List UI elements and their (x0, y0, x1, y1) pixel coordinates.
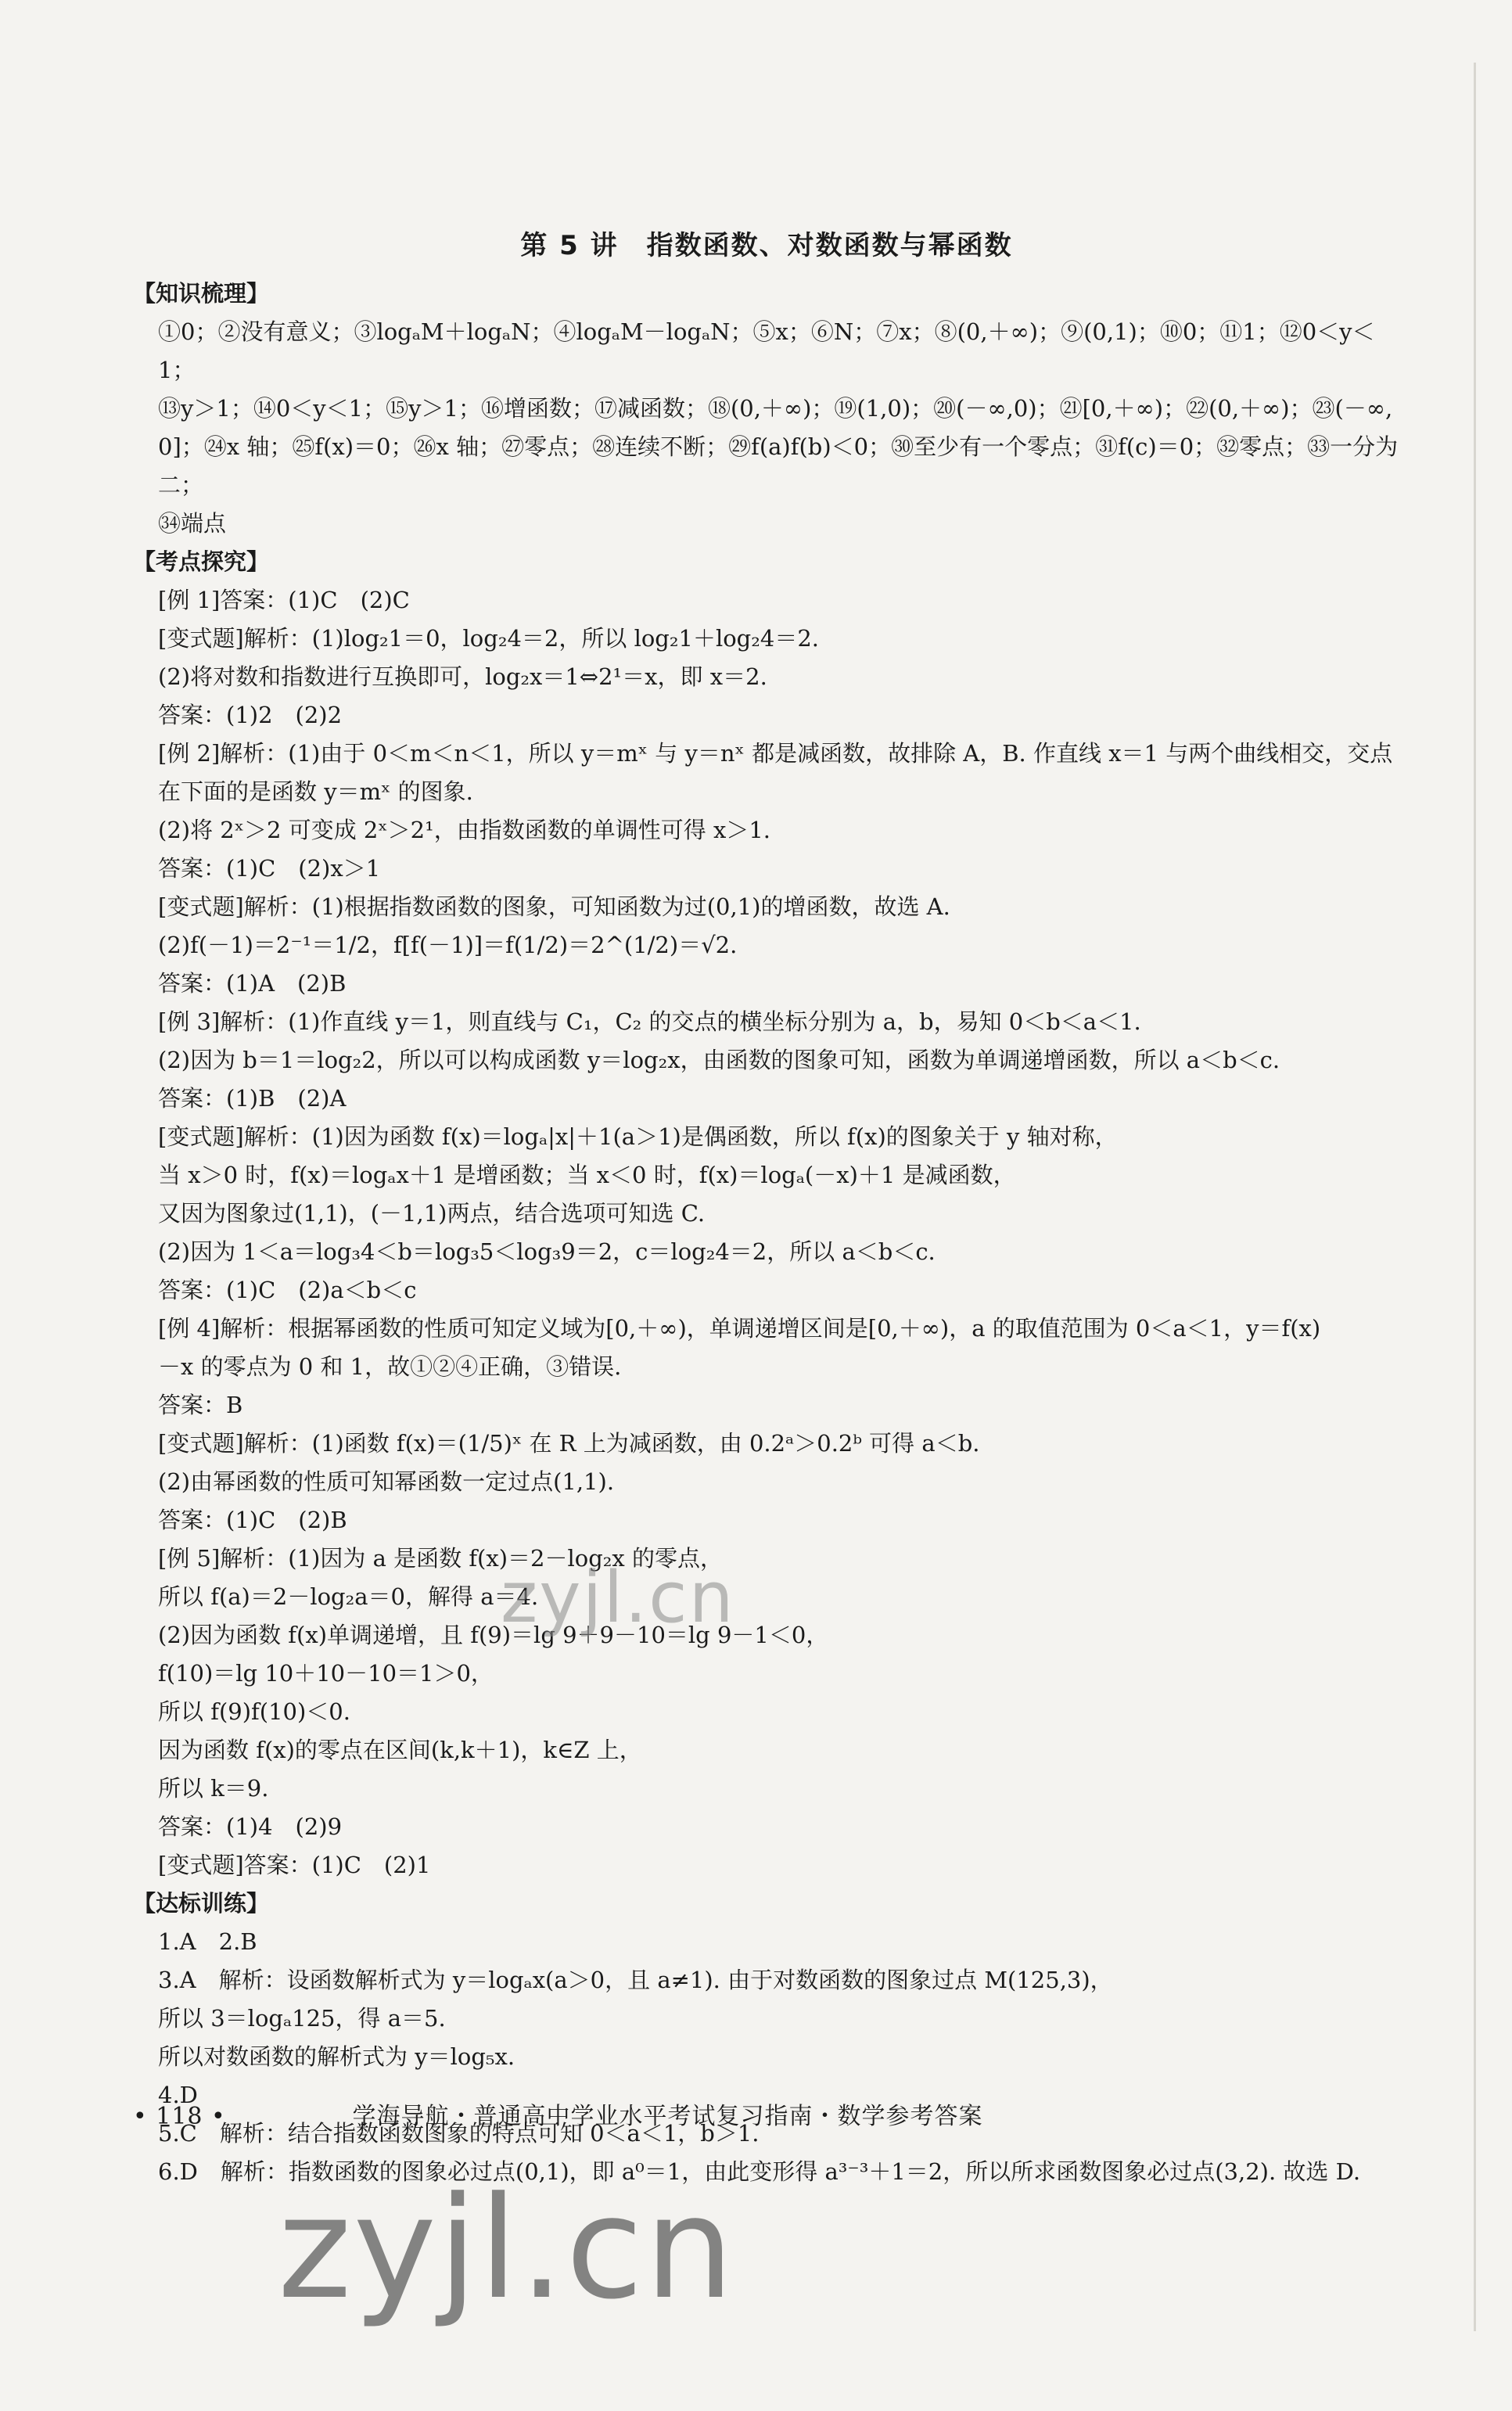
explore-line: [变式题]解析：(1)根据指数函数的图象，可知函数为过(0,1)的增函数，故选 A. (158, 893, 950, 920)
explore-line: 所以 f(a)＝2－log₂a＝0，解得 a＝4. (158, 1583, 539, 1610)
explore-line: [例 5]解析：(1)因为 a 是函数 f(x)＝2－log₂x 的零点， (158, 1545, 723, 1572)
lesson-title: 第 5 讲 指数函数、对数函数与幂函数 (520, 230, 1013, 261)
practice-line: 4.D (158, 2082, 198, 2108)
practice-line: 1.A 2.B (158, 1928, 257, 1955)
practice-line: 6.D 解析：指数函数的图象必过点(0,1)，即 a⁰＝1，由此变形得 a³⁻³＋1＝2，所以所求函数图象必过点(3,2). 故选 D. (158, 2158, 1361, 2185)
explore-line: 所以 f(9)f(10)＜0. (158, 1698, 350, 1725)
explore-line: 答案：(1)B (2)A (158, 1085, 347, 1112)
knowledge-line: ⑬y＞1；⑭0＜y＜1；⑮y＞1；⑯增函数；⑰减函数；⑱(0,＋∞)；⑲(1,0)；⑳(－∞,0)；㉑[0,＋∞)；㉒(0,＋∞)；㉓(－∞, (158, 395, 1393, 422)
explore-line: [变式题]解析：(1)函数 f(x)＝(1/5)ˣ 在 R 上为减函数，由 0.2ᵃ＞0.2ᵇ 可得 a＜b. (158, 1430, 980, 1457)
practice-block (133, 1923, 1400, 2191)
explore-line: (2)由幂函数的性质可知幂函数一定过点(1,1). (158, 1468, 615, 1495)
page-edge-shadow (1474, 63, 1476, 2331)
explore-line: (2)将 2ˣ＞2 可变成 2ˣ＞2¹，由指数函数的单调性可得 x＞1. (158, 817, 770, 843)
explore-line: [变式题]解析：(1)因为函数 f(x)＝logₐ|x|＋1(a＞1)是偶函数，所以 f(x)的图象关于 y 轴对称， (158, 1123, 1118, 1150)
explore-line: －x 的零点为 0 和 1，故①②④正确，③错误. (158, 1353, 622, 1380)
explore-line: [例 1]答案：(1)C (2)C (158, 587, 410, 613)
footer-book-title: 学海导航・普通高中学业水平考试复习指南・数学参考答案 (352, 2103, 983, 2130)
explore-line: (2)将对数和指数进行互换即可，log₂x＝1⇔2¹＝x，即 x＝2. (158, 663, 767, 690)
explore-line: [变式题]答案：(1)C (2)1 (158, 1852, 431, 1878)
section-practice-heading: 【达标训练】 (133, 1890, 270, 1917)
explore-line: 答案：(1)C (2)x＞1 (158, 855, 381, 882)
explore-line: 因为函数 f(x)的零点在区间(k,k＋1)，k∈Z 上， (158, 1737, 642, 1763)
watermark-center: zyjl.cn (501, 1557, 735, 1639)
knowledge-line: ㉞端点 (158, 510, 227, 537)
knowledge-line: 0]；㉔x 轴；㉕f(x)＝0；㉖x 轴；㉗零点；㉘连续不断；㉙f(a)f(b)＜0；㉚至少有一个零点；㉛f(c)＝0；㉜零点；㉝一分为二； (158, 433, 1399, 498)
practice-line: 所以 3＝logₐ125，得 a＝5. (158, 2005, 446, 2032)
explore-line: [变式题]解析：(1)log₂1＝0，log₂4＝2，所以 log₂1＋log₂4＝2. (158, 625, 819, 652)
explore-line: 答案：B (158, 1392, 243, 1418)
section-knowledge-heading: 【知识梳理】 (133, 280, 270, 307)
explore-line: 所以 k＝9. (158, 1775, 269, 1802)
practice-line: 所以对数函数的解析式为 y＝log₅x. (158, 2043, 515, 2070)
explore-line: (2)因为 b＝1＝log₂2，所以可以构成函数 y＝log₂x，由函数的图象可知，函数为单调递增函数，所以 a＜b＜c. (158, 1047, 1280, 1073)
watermark-bottom: zyjl.cn (278, 2167, 736, 2330)
section-explore-heading: 【考点探究】 (133, 548, 270, 575)
explore-line: (2)因为函数 f(x)单调递增，且 f(9)＝lg 9＋9－10＝lg 9－1＜0， (158, 1622, 829, 1648)
explore-line: f(10)＝lg 10＋10－10＝1＞0， (158, 1660, 494, 1687)
explore-line: 答案：(1)C (2)a＜b＜c (158, 1277, 417, 1303)
knowledge-block (133, 313, 1400, 543)
explore-line: 当 x＞0 时，f(x)＝logₐx＋1 是增函数；当 x＜0 时，f(x)＝logₐ(－x)＋1 是减函数， (158, 1162, 1016, 1188)
answer-page (133, 227, 1400, 2191)
page-number: • 118 • (133, 2103, 226, 2130)
practice-line: 3.A 解析：设函数解析式为 y＝logₐx(a＞0，且 a≠1). 由于对数函数的图象过点 M(125,3)， (158, 1967, 1113, 1993)
explore-line: 答案：(1)2 (2)2 (158, 702, 343, 728)
explore-line: [例 2]解析：(1)由于 0＜m＜n＜1，所以 y＝mˣ 与 y＝nˣ 都是减函数，故排除 A，B. 作直线 x＝1 与两个曲线相交，交点 (158, 740, 1393, 767)
practice-line: 5.C 解析：结合指数函数图象的特点可知 0＜a＜1，b＞1. (158, 2120, 760, 2147)
explore-block (133, 581, 1400, 1885)
knowledge-line: ①0；②没有意义；③logₐM＋logₐN；④logₐM－logₐN；⑤x；⑥N；⑦x；⑧(0,＋∞)；⑨(0,1)；⑩0；⑪1；⑫0＜y＜1； (158, 318, 1375, 383)
explore-line: 答案：(1)4 (2)9 (158, 1813, 343, 1840)
page-footer (133, 2097, 1400, 2131)
explore-line: (2)f(－1)＝2⁻¹＝1/2，f[f(－1)]＝f(1/2)＝2^(1/2)＝√2. (158, 932, 738, 958)
explore-line: [例 4]解析：根据幂函数的性质可知定义域为[0,＋∞)，单调递增区间是[0,＋∞)，a 的取值范围为 0＜a＜1，y＝f(x) (158, 1315, 1321, 1342)
explore-line: [例 3]解析：(1)作直线 y＝1，则直线与 C₁，C₂ 的交点的横坐标分别为 a，b，易知 0＜b＜a＜1. (158, 1008, 1141, 1035)
explore-line: 答案：(1)A (2)B (158, 970, 347, 997)
explore-line: 答案：(1)C (2)B (158, 1507, 347, 1533)
explore-line: 又因为图象过(1,1)，(－1,1)两点，结合选项可知选 C. (158, 1200, 706, 1227)
explore-line: (2)因为 1＜a＝log₃4＜b＝log₃5＜log₃9＝2，c＝log₂4＝2，所以 a＜b＜c. (158, 1238, 936, 1265)
explore-line: 在下面的是函数 y＝mˣ 的图象. (158, 778, 473, 805)
